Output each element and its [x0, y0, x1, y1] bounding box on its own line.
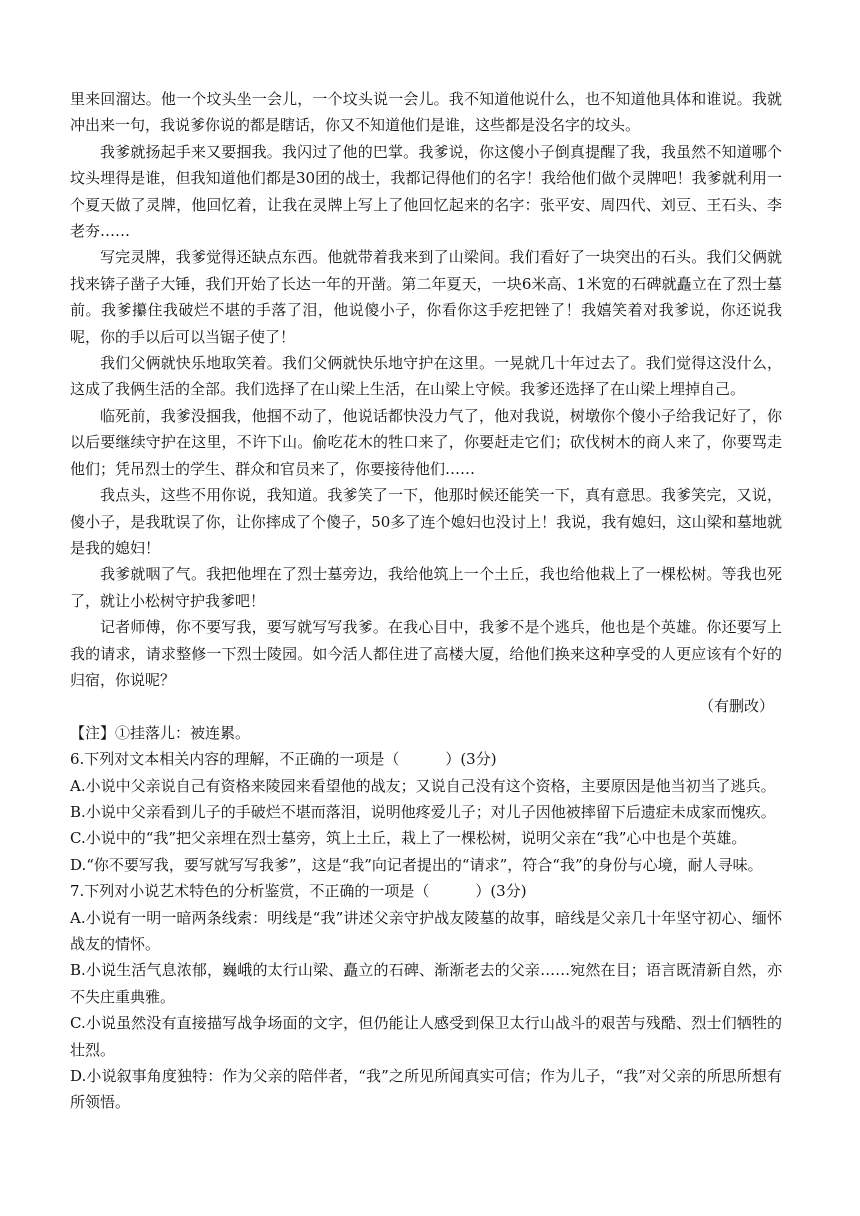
question-stem-prefix: 7.下列对小说艺术特色的分析鉴赏，不正确的一项是（: [70, 882, 430, 901]
question-stem: [70, 746, 782, 772]
option-d: D.“你不要写我，要写就写写我爹”，这是“我”向记者提出的“请求”，符合“我”的身份与心境，耐人寻味。: [70, 855, 763, 874]
option-c: C.小说虽然没有直接描写战争场面的文字，但仍能让人感受到保卫太行山战斗的艰苦与残酷、烈士们牺牲的壮烈。: [70, 1014, 782, 1059]
question-stem: [70, 878, 782, 904]
story-paragraph: 我爹就咽了气。我把他埋在了烈士墓旁边，我给他筑上一个土丘，我也给他栽上了一棵松树。等我也死了，就让小松树守护我爹吧！: [70, 565, 782, 610]
story-paragraph: 临死前，我爹没掴我，他掴不动了，他说话都快没力气了，他对我说，树墩你个傻小子给我记好了，你以后要继续守护在这里，不许下山。偷吃花木的牲口来了，你要赶走它们；砍伐树木的商人来了，你要骂走他们；凭吊烈士的学生、群众和官员来了，你要接待他们……: [70, 406, 782, 478]
story-text: [70, 86, 782, 693]
option-c: C.小说中的“我”把父亲埋在烈士墓旁，筑上土丘，栽上了一棵松树，说明父亲在“我”心中也是个英雄。: [70, 829, 747, 848]
question-7: [70, 878, 782, 1116]
option-b: B.小说中父亲看到儿子的手破烂不堪而落泪，说明他疼爱儿子；对儿子因他被摔留下后遗症未成家而愧疚。: [70, 802, 776, 821]
story-paragraph: 记者师傅，你不要写我，要写就写写我爹。在我心目中，我爹不是个逃兵，他也是个英雄。你还要写上我的请求，请求整修一下烈士陵园。如今活人都住进了高楼大厦，给他们换来这种享受的人更应该有个好的归宿，你说呢？: [70, 618, 782, 689]
source-note: （有删改）: [698, 697, 774, 716]
story-paragraph: 我爹就扬起手来又要掴我。我闪过了他的巴掌。我爹说，你这傻小子倒真提醒了我，我虽然不知道哪个坟头埋得是谁，但我知道他们都是30团的战士，我都记得他们的名字！我给他们做个灵牌吧！我爹就利用一个夏天做了灵牌，他回忆着，让我在灵牌上写上了他回忆起来的名字：张平安、周四代、刘豆、王石头、李老夯……: [70, 142, 782, 241]
question-stem-suffix: ）(3分): [475, 882, 527, 901]
question-stem-suffix: ）(3分): [445, 750, 497, 769]
story-paragraph: 里来回溜达。他一个坟头坐一会儿，一个坟头说一会儿。我不知道他说什么，也不知道他具体和谁说。我就冲出来一句，我说爹你说的都是瞎话，你又不知道他们是谁，这些都是没名字的坟头。: [70, 90, 782, 135]
option-b: B.小说生活气息浓郁，巍峨的太行山梁、矗立的石碑、渐渐老去的父亲……宛然在目；语言既清新自然，亦不失庄重典雅。: [70, 961, 782, 1006]
footnote: 【注】①挂落儿：被连累。: [70, 723, 251, 742]
question-6: [70, 746, 782, 878]
option-d: D.小说叙事角度独特：作为父亲的陪伴者，“我”之所见所闻真实可信；作为儿子，“我”对父亲的所思所想有所领悟。: [70, 1067, 782, 1112]
option-a: A.小说有一明一暗两条线索：明线是“我”讲述父亲守护战友陵墓的故事，暗线是父亲几十年坚守初心、缅怀战友的情怀。: [70, 908, 782, 953]
story-paragraph: 写完灵牌，我爹觉得还缺点东西。他就带着我来到了山梁间。我们看好了一块突出的石头。我们父俩就找来锛子凿子大锤，我们开始了长达一年的开凿。第二年夏天，一块6米高、1米宽的石碑就矗立在了烈士墓前。我爹攥住我破烂不堪的手落了泪，他说傻小子，你看你这手疙把锉了！我嬉笑着对我爹说，你还说我呢，你的手以后可以当锯子使了！: [70, 248, 782, 346]
story-paragraph: 我们父俩就快乐地取笑着。我们父俩就快乐地守护在这里。一晃就几十年过去了。我们觉得这没什么，这成了我俩生活的全部。我们选择了在山梁上生活，在山梁上守候。我爹还选择了在山梁上埋掉自己。: [70, 354, 782, 399]
question-stem-prefix: 6.下列对文本相关内容的理解，不正确的一项是（: [70, 750, 400, 769]
option-a: A.小说中父亲说自己有资格来陵园来看望他的战友；又说自己没有这个资格，主要原因是他当初当了逃兵。: [70, 776, 776, 795]
story-paragraph: 我点头，这些不用你说，我知道。我爹笑了一下，他那时候还能笑一下，真有意思。我爹笑完，又说，傻小子，是我耽误了你，让你摔成了个傻子，50多了连个媳妇也没讨上！我说，我有媳妇，这山梁和墓地就是我的媳妇！: [70, 486, 782, 557]
